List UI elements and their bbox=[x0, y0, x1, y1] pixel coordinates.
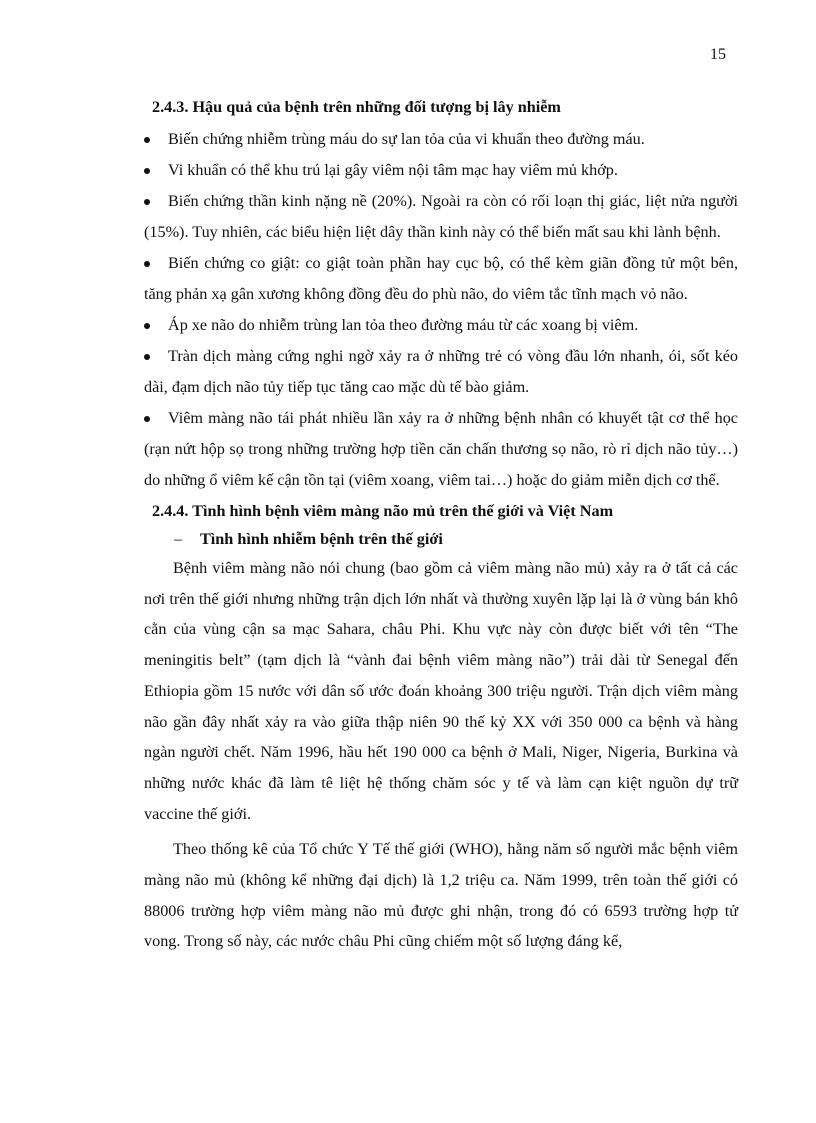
paragraph: Bệnh viêm màng não nói chung (bao gồm cả viêm màng não mủ) xảy ra ở tất cả các nơi trên thế giới nhưng những trận dịch lớn nhất và thường xuyên lặp lại là ở vùng bán khô cằn của vùng cận sa mạc Sahara, châu Phi. Khu vực này còn được biết với tên “The meningitis belt” (tạm dịch là “vành đai bệnh viêm màng não”) trải dài từ Senegal đến Ethiopia gồm 15 nước với dân số ước đoán khoảng 300 triệu người. Trận dịch viêm màng não gần đây nhất xảy ra vào giữa thập niên 90 thế kỷ XX với 350 000 ca bệnh và hàng ngàn người chết. Năm 1996, hầu hết 190 000 ca bệnh ở Mali, Niger, Nigeria, Burkina và những nước khác đã làm tê liệt hệ thống chăm sóc y tế và làm cạn kiệt nguồn dự trữ vaccine thế giới. bbox=[144, 559, 738, 823]
subheading-text: Tình hình nhiễm bệnh trên thế giới bbox=[200, 530, 443, 548]
bullet-icon bbox=[144, 199, 150, 205]
bullet-icon bbox=[144, 137, 150, 143]
section-heading-2-4-4: 2.4.4. Tình hình bệnh viêm màng não mủ trên thế giới và Việt Nam bbox=[152, 502, 614, 520]
bullet-icon bbox=[144, 323, 150, 329]
list-item: Biến chứng nhiễm trùng máu do sự lan tỏa của vi khuẩn theo đường máu. bbox=[144, 124, 738, 155]
bullet-icon bbox=[144, 168, 150, 174]
list-item: Biến chứng co giật: co giật toàn phần hay cục bộ, có thể kèm giãn đồng tử một bên, tăng phản xạ gân xương không đồng đều do phù não, do viêm tắc tĩnh mạch vỏ não. bbox=[144, 254, 738, 303]
page-number: 15 bbox=[710, 46, 726, 63]
dash-marker: – bbox=[174, 530, 183, 548]
bullet-icon bbox=[144, 416, 150, 422]
subheading bbox=[174, 525, 738, 553]
list-item: Biến chứng thần kinh nặng nề (20%). Ngoài ra còn có rối loạn thị giác, liệt nửa người (15%). Tuy nhiên, các biểu hiện liệt dây thần kinh này có thể biến mất sau khi lành bệnh. bbox=[144, 192, 738, 241]
list-item: Áp xe não do nhiễm trùng lan tỏa theo đường máu từ các xoang bị viêm. bbox=[144, 310, 738, 341]
paragraph: Theo thống kê của Tổ chức Y Tế thế giới (WHO), hằng năm số người mắc bệnh viêm màng não mủ (không kể những đại dịch) là 1,2 triệu ca. Năm 1999, trên toàn thế giới có 88006 trường hợp viêm màng não mủ được ghi nhận, trong đó có 6593 trường hợp tử vong. Trong số này, các nước châu Phi cũng chiếm một số lượng đáng kể, bbox=[144, 840, 738, 951]
bullet-icon bbox=[144, 354, 150, 360]
list-item: Viêm màng não tái phát nhiều lần xảy ra ở những bệnh nhân có khuyết tật cơ thể học (rạn nứt hộp sọ trong những trường hợp tiền căn chấn thương sọ não, rò rỉ dịch não tủy…) do những ổ viêm kế cận tồn tại (viêm xoang, viêm tai…) hoặc do giảm miễn dịch cơ thể. bbox=[144, 409, 738, 489]
list-item: Tràn dịch màng cứng nghi ngờ xảy ra ở những trẻ có vòng đầu lớn nhanh, ói, sốt kéo dài, đạm dịch não tủy tiếp tục tăng cao mặc dù tế bào giảm. bbox=[144, 347, 738, 396]
bullet-icon bbox=[144, 261, 150, 267]
section-heading-2-4-3: 2.4.3. Hậu quả của bệnh trên những đối tượng bị lây nhiễm bbox=[152, 98, 561, 116]
bullet-list bbox=[144, 124, 738, 496]
list-item: Vi khuẩn có thể khu trú lại gây viêm nội tâm mạc hay viêm mủ khớp. bbox=[144, 155, 738, 186]
document-body bbox=[144, 93, 738, 957]
